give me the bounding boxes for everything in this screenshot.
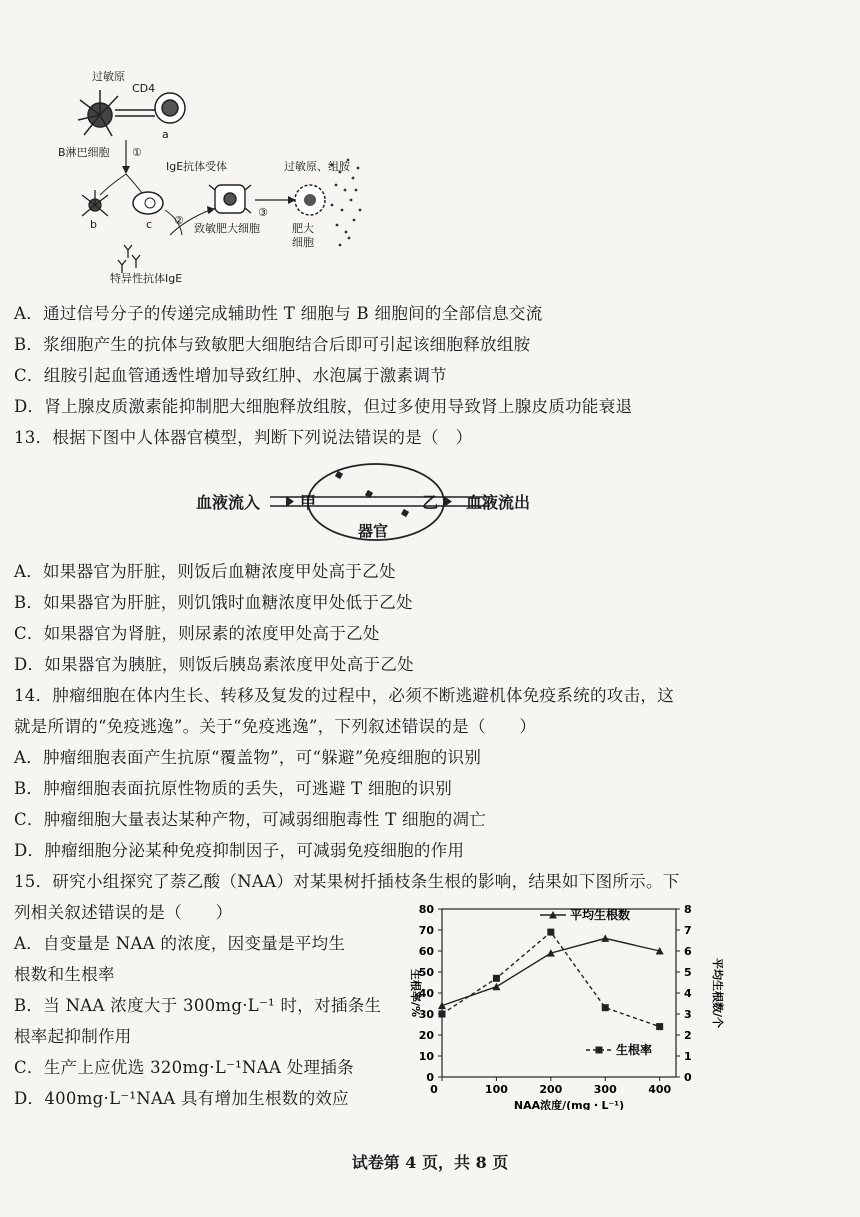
q14-option-b: B．肿瘤细胞表面抗原性物质的丢失，可逃避 T 细胞的识别 — [14, 779, 453, 798]
series-point-0 — [492, 983, 500, 991]
x-tick-label: 400 — [648, 1083, 672, 1096]
x-axis-label: NAA浓度/(mg・L⁻¹) — [513, 1099, 625, 1110]
q15-option-d: D．400mg·L⁻¹NAA 具有增加生根数的效应 — [14, 1089, 349, 1108]
q15-option-a-1: A．自变量是 NAA 的浓度，因变量是平均生 — [14, 934, 346, 953]
x-tick-label: 100 — [484, 1083, 508, 1096]
y-right-tick-label: 0 — [684, 1071, 692, 1084]
y-right-axis-label: 平均生根数/个 — [711, 957, 724, 1029]
q14-option-d: D．肿瘤细胞分泌某种免疫抑制因子，可减弱免疫细胞的作用 — [14, 841, 465, 860]
q12-option-b: B．浆细胞产生的抗体与致敏肥大细胞结合后即可引起该细胞释放组胺 — [14, 335, 531, 354]
label-b: b — [90, 218, 97, 231]
q14-stem-line1: 14．肿瘤细胞在体内生长、转移及复发的过程中，必须不断逃避机体免疫系统的攻击，这 — [14, 686, 674, 705]
mast-cell-label-1: 肥大 — [292, 222, 314, 235]
step2-label: ② — [174, 214, 184, 227]
y-right-tick-label: 3 — [684, 1008, 692, 1021]
legend-label-0: 平均生根数 — [570, 908, 631, 922]
mast-cell-label-2: 细胞 — [292, 236, 314, 249]
q15-option-b-2: 根率起抑制作用 — [14, 1027, 132, 1046]
page-footer: 试卷第 4 页，共 8 页 — [351, 1153, 509, 1172]
x-tick-label: 0 — [430, 1083, 438, 1096]
y-right-tick-label: 6 — [684, 945, 692, 958]
q14-option-c: C．肿瘤细胞大量表达某种产物，可减弱细胞毒性 T 细胞的凋亡 — [14, 810, 487, 829]
y-right-tick-label: 7 — [684, 924, 692, 937]
naa-chart-svg — [390, 895, 730, 1110]
label-c: c — [146, 218, 153, 231]
q13-option-d: D．如果器官为胰脏，则饭后胰岛素浓度甲处高于乙处 — [14, 655, 414, 674]
y-left-tick-label: 70 — [418, 924, 434, 937]
y-left-tick-label: 10 — [418, 1050, 434, 1063]
x-tick-label: 200 — [539, 1083, 563, 1096]
y-left-tick-label: 50 — [418, 966, 434, 979]
q15-stem-line2: 列相关叙述错误的是（ ） — [14, 903, 233, 922]
series-point-1 — [439, 1011, 446, 1018]
b-cell-label: B淋巴细胞 — [58, 146, 110, 159]
y-right-tick-label: 1 — [684, 1050, 692, 1063]
q13-stem: 13．根据下图中人体器官模型，判断下列说法错误的是（ ） — [14, 428, 473, 447]
q15-stem-line1: 15．研究小组探究了萘乙酸（NAA）对某果树扦插枝条生根的影响，结果如下图所示。下 — [14, 872, 680, 891]
specific-ige-label: 特异性抗体IgE — [110, 272, 183, 285]
ige-receptor-label: IgE抗体受体 — [166, 160, 228, 173]
allergen-label: 过敏原 — [92, 70, 125, 83]
q14-stem-line2: 就是所谓的“免疫逃逸”。关于“免疫逃逸”，下列叙述错误的是（ ） — [14, 717, 537, 736]
y-right-tick-label: 8 — [684, 903, 692, 916]
y-right-tick-label: 4 — [684, 987, 692, 1000]
y-left-tick-label: 80 — [418, 903, 434, 916]
legend-label-1: 生根率 — [616, 1043, 653, 1057]
q15-option-a-2: 根数和生根率 — [14, 965, 115, 984]
series-point-1 — [493, 975, 500, 982]
y-right-tick-label: 2 — [684, 1029, 692, 1042]
step1-label: ① — [132, 146, 142, 159]
series-point-1 — [547, 929, 554, 936]
allergen-histamine-label: 过敏原、组胺 — [284, 160, 350, 173]
legend-marker-1 — [596, 1047, 603, 1054]
y-right-tick-label: 5 — [684, 966, 692, 979]
cd4-label: CD4 — [132, 82, 156, 95]
y-left-tick-label: 20 — [418, 1029, 434, 1042]
q14-option-a: A．肿瘤细胞表面产生抗原“覆盖物”，可“躲避”免疫细胞的识别 — [14, 748, 482, 767]
q12-option-d: D．肾上腺皮质激素能抑制肥大细胞释放组胺，但过多使用导致肾上腺皮质功能衰退 — [14, 397, 633, 416]
q12-option-c: C．组胺引起血管通透性增加导致红肿、水泡属于激素调节 — [14, 366, 447, 385]
y-left-axis-label: 生根率/% — [409, 968, 422, 1018]
outflow-label: 血液流出 — [466, 493, 531, 512]
series-point-0 — [601, 934, 609, 942]
point-a-label: 甲 — [300, 493, 317, 512]
q13-option-b: B．如果器官为肝脏，则饥饿时血糖浓度甲处低于乙处 — [14, 593, 413, 612]
sensitized-mast-label: 致敏肥大细胞 — [194, 222, 260, 235]
y-left-tick-label: 60 — [418, 945, 434, 958]
q13-option-c: C．如果器官为肾脏，则尿素的浓度甲处高于乙处 — [14, 624, 380, 643]
series-point-1 — [656, 1023, 663, 1030]
naa-chart — [390, 895, 730, 1110]
x-tick-label: 300 — [593, 1083, 617, 1096]
q15-option-c: C．生产上应优选 320mg·L⁻¹NAA 处理插条 — [14, 1058, 354, 1077]
q12-option-a: A．通过信号分子的传递完成辅助性 T 细胞与 B 细胞间的全部信息交流 — [14, 304, 543, 323]
inflow-label: 血液流入 — [196, 493, 261, 512]
label-a: a — [162, 128, 169, 141]
series-line-1 — [442, 932, 660, 1027]
series-point-1 — [602, 1004, 609, 1011]
organ-diagram — [190, 458, 560, 550]
point-b-label: 乙 — [422, 493, 439, 512]
y-left-tick-label: 30 — [418, 1008, 434, 1021]
organ-label: 器官 — [358, 522, 389, 540]
y-left-tick-label: 40 — [418, 987, 434, 1000]
series-line-0 — [442, 938, 660, 1005]
step3-label: ③ — [258, 206, 268, 219]
q15-option-b-1: B．当 NAA 浓度大于 300mg·L⁻¹ 时，对插条生 — [14, 996, 382, 1015]
q13-option-a: A．如果器官为肝脏，则饭后血糖浓度甲处高于乙处 — [14, 562, 396, 581]
y-left-tick-label: 0 — [426, 1071, 434, 1084]
